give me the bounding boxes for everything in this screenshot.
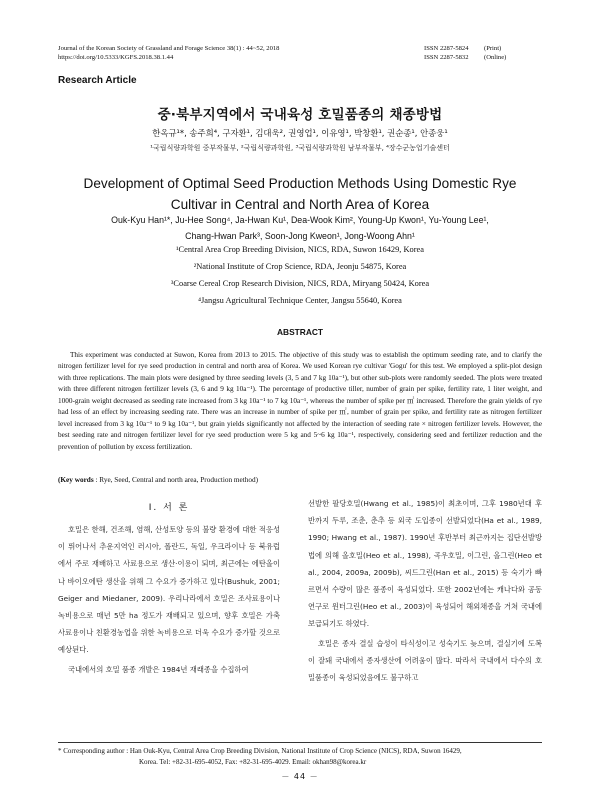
english-affiliation-1: ¹Central Area Crop Breeding Division, NICS, RDA, Suwon 16429, Korea (176, 245, 424, 254)
korean-affiliations: ¹국립식량과학원 중부작물부, ²국립식량과학원, ³국립식량과학원 남부작물부, ⁴장수군농업기술센터 (150, 144, 450, 152)
abstract-heading: ABSTRACT (276, 327, 324, 337)
english-affiliation-2: ²National Institute of Crop Science, RDA, Jeonju 54875, Korea (193, 262, 407, 271)
korean-title: 중·북부지역에서 국내육성 호밀품종의 채종방법 (157, 107, 443, 123)
right-column (308, 495, 542, 686)
footnote-divider (58, 742, 542, 743)
english-authors-line-1: Ouk-Kyu Han¹*, Ju-Hee Song⁴, Ja-Hwan Ku¹, Dea-Wook Kim², Young-Up Kwon¹, Yu-Young Lee¹, (111, 215, 489, 225)
english-title-line-2: Cultivar in Central and North Area of Korea (170, 197, 430, 212)
issn-online: ISSN 2287-5832 (424, 54, 469, 61)
left-column (58, 521, 280, 678)
english-affiliation-3: ³Coarse Cereal Crop Research Division, NICS, RDA, Miryang 50424, Korea (170, 279, 430, 288)
english-authors-line-2: Chang-Hwan Park³, Soon-Jong Kweon¹, Jong-Woong Ahn¹ (185, 230, 415, 241)
corresponding-author-footnote (58, 746, 542, 768)
paragraph: 선발한 팔당호밀(Hwang et al., 1985)이 최초이며, 그후 1980년대 후반까지 두루, 조춘, 춘추 등 외국 도입종이 선발되었다(Ha et al., 1989, 1990; Hwang et al., 1987). 1990년 후반부터 최근까지는 집단선발방법에 의해 올호밀(Heo et al., 1998), 곡우호밀, 이그린, 올그린(Heo et al., 2004, 2009a, 2009b), 씨드그린(Han et al., 2015) 등 숙기가 빠르면서 수량이 많은 품종이 육성되었다. 또한 2002년에는 캐나다와 공동연구로 윈터그린(Heo et al., 2003)이 육성되어 해외채종을 거쳐 국내에 보급되기도 하였다. (308, 499, 542, 629)
keywords (58, 476, 542, 484)
korean-authors: 한옥규¹*, 송주희⁴, 구자환¹, 김대욱², 권영업¹, 이유영¹, 박창환¹, 권순종¹, 안종웅¹ (152, 128, 448, 138)
article-type-label: Research Article (58, 75, 137, 86)
journal-header (58, 44, 279, 62)
page-number: － 44 － (281, 772, 319, 781)
journal-citation: Journal of the Korean Society of Grassland and Forage Science 38(1) : 44~52, 2018 (58, 45, 280, 52)
issn-block (424, 44, 506, 62)
english-authors (58, 213, 542, 244)
footnote-line-2: Korea. Tel: +82-31-695-4052, Fax: +82-31-695-4029. Email: okhan98@korea.kr (139, 758, 367, 766)
english-title-line-1: Development of Optimal Seed Production Methods Using Domestic Rye (83, 176, 517, 191)
issn-online-type: (Online) (484, 54, 507, 61)
abstract-body: This experiment was conducted at Suwon, Korea from 2013 to 2015. The objective of this study was to establish the optimum seeding rate, and to clarify the nitrogen fertilizer level for rye seed production in central and north area of Korea. We used Korean rye cultivar 'Gogu' for this test. We employed a split-plot design with three replications. The main plots were designed by three seeding levels (3, 5 and 7 kg 10a⁻¹), but other sub-plots were randomly seeded. The plots were treated with three different nitrogen fertilizer levels (3, 6 and 9 kg 10a⁻¹). The percentage of productive tiller, number of grain per spike, fertility rate, 1 liter weight, and 1000-grain weight decreased as seeding rate increased from 3 kg 10a⁻¹ to 7 kg 10a⁻¹, whereas the number of spike per ㎡ increased. Therefore the grain yields of rye had less of an effect by increasing seeding rate. There was an increase in number of spike per ㎡, number of grain per spike, and fertility rate as nitrogen fertilizer level increased from 3 kg 10a⁻¹ to 9 kg 10a⁻¹, but grain yields significantly not affected by the interaction of seeding rate × nitrogen fertilizer levels. However, the best seeding rate and nitrogen fertilizer level for rye seed production were 5 kg and 5~6 kg 10a⁻¹, respectively, considering seed and fertilizer reduction and the prevention of pollution by excess fertilization. (58, 351, 542, 451)
keywords-label: (Key words (58, 476, 94, 484)
section-heading-introduction: Ⅰ. 서 론 (148, 503, 190, 513)
footnote-line-1: * Corresponding author : Han Ouk-Kyu, Central Area Crop Breeding Division, National Institute of Crop Science (NICS), RDA, Suwon 16429, (58, 747, 462, 755)
english-affiliation-4: ⁴Jangsu Agricultural Technique Center, Jangsu 55640, Korea (198, 296, 402, 305)
paragraph: 국내에서의 호밀 품종 개발은 1984년 재래종을 수집하여 (68, 664, 249, 674)
issn-print-type: (Print) (484, 45, 502, 52)
doi-link[interactable]: https://doi.org/10.5333/KGFS.2018.38.1.44 (58, 54, 174, 61)
issn-print: ISSN 2287-5824 (424, 45, 469, 52)
paragraph: 호밀은 종자 결실 습성이 타식성이고 성숙기도 늦으며, 결실기에 도복이 잘돼 국내에서 종자생산에 어려움이 많다. 따라서 국내에서 다수의 호밀품종이 육성되었음에도 불구하고 (308, 638, 542, 683)
english-title (58, 173, 542, 215)
paragraph: 호밀은 한해, 건조해, 염해, 산성토양 등의 불량 환경에 대한 적응성이 뛰어나서 추운지역인 러시아, 폴란드, 독일, 우크라이나 등 북유럽에서 주로 재배하고 사료용으로 생산·이용이 되며, 최근에는 에탄올이나 바이오에탄 생산을 위해 그 수요가 증가하고 있다(Bushuk, 2001; Geiger and Miedaner, 2009). 우리나라에서 호밀은 조사료용이나 녹비용으로 매년 5만 ha 정도가 재배되고 있으며, 향후 호밀은 가축 사료용이나 친환경농업을 위한 녹비용으로 더욱 수요가 증가할 것으로 예상된다. (58, 525, 280, 655)
keywords-text: : Rye, Seed, Central and north area, Production method) (93, 476, 259, 484)
